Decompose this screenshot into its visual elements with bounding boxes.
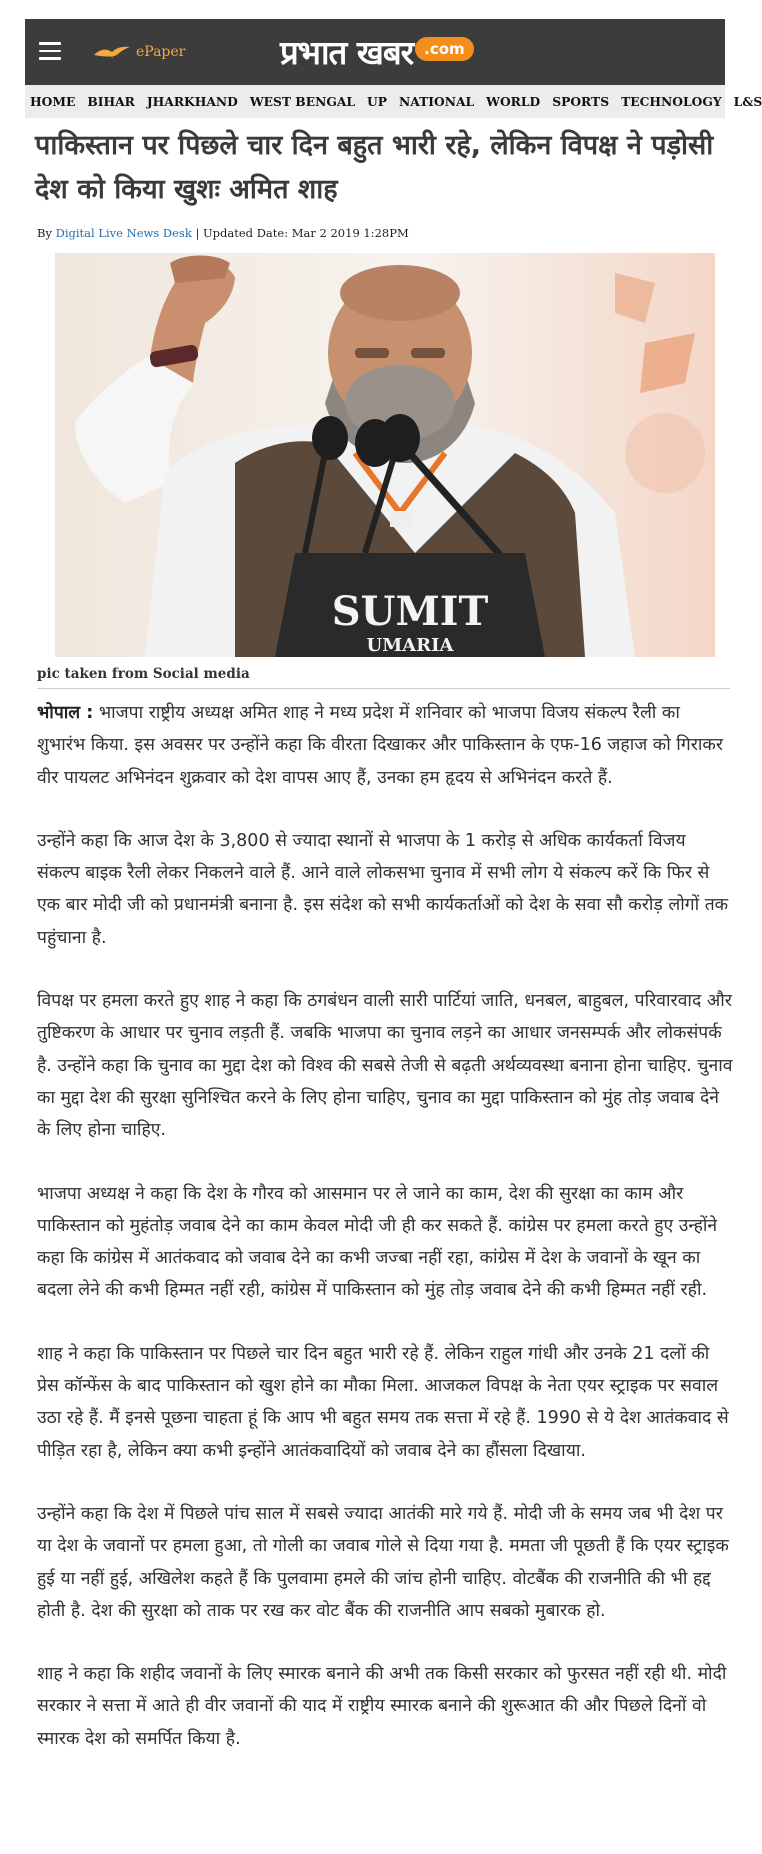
nav-item-up[interactable]: UP bbox=[367, 94, 387, 109]
nav-item-sports[interactable]: SPORTS bbox=[552, 94, 610, 109]
article-paragraph: शाह ने कहा कि पाकिस्तान पर पिछले चार दिन बहुत भारी रहे हैं. लेकिन राहुल गांधी और उनके 21 दलों की प्रेस कॉन्फेंस के बाद पाकिस्तान को खुश होने का मौका मिला. आजकल विपक्ष के नेता एयर स्ट्राइक पर सवाल उठा रहे हैं. मैं इनसे पूछना चाहता हूं कि आप भी बहुत समय तक सत्ता में रहे हैं. 1990 से ये देश आतंकवाद से पीड़ित रहा है, लेकिन क्या कभी इन्होंने आतंकवादियों को जवाब देने का हौंसला दिखाया. bbox=[37, 1343, 729, 1461]
bird-icon bbox=[92, 44, 132, 60]
nav-item-jharkhand[interactable]: JHARKHAND bbox=[146, 94, 238, 109]
main-nav bbox=[25, 85, 762, 118]
article-headline: पाकिस्तान पर पिछले चार दिन बहुत भारी रहे, लेकिन विपक्ष ने पड़ोसी देश को किया खुशः अमित शाह bbox=[35, 130, 714, 205]
nav-item-national[interactable]: NATIONAL bbox=[399, 94, 475, 109]
article-byline bbox=[37, 226, 409, 240]
image-caption: pic taken from Social media bbox=[37, 666, 250, 682]
dateline: भोपाल : bbox=[37, 703, 94, 723]
article-image bbox=[55, 253, 715, 657]
site-logo[interactable] bbox=[280, 27, 474, 75]
paragraph-text: भाजपा राष्ट्रीय अध्यक्ष अमित शाह ने मध्य प्रदेश में शनिवार को भाजपा विजय संकल्प रैली का शुभारंभ किया. इस अवसर पर उन्होंने कहा कि वीरता दिखाकर और पाकिस्तान के एफ-16 जहाज को गिराकर वीर पायलट अभिनंदन शुक्रवार को देश वापस आए हैं, उनका हम हृदय से अभिनंदन करते हैं. bbox=[37, 703, 723, 788]
logo-suffix: .com bbox=[415, 37, 474, 61]
nav-item-ls[interactable]: L&S bbox=[733, 94, 762, 109]
article-paragraph: उन्होंने कहा कि देश में पिछले पांच साल में सबसे ज्यादा आतंकी मारे गये हैं. मोदी जी के समय जब भी देश पर या देश के जवानों पर हमला हुआ, तो गोली का जवाब गोले से दिया गया है. ममता जी पूछती हैं कि एयर स्ट्राइक हुई या नहीं हुई, अखिलेश कहते हैं कि पुलवामा हमले की जांच होनी चाहिए. वोटबैंक की राजनीति की भी हद्द होती है. देश की सुरक्षा को ताक पर रख कर वोट बैंक की राजनीति आप सबको मुबारक हो. bbox=[37, 1503, 729, 1621]
logo-text: प्रभात खबर bbox=[280, 32, 414, 72]
menu-icon[interactable] bbox=[39, 42, 61, 60]
article-paragraph: विपक्ष पर हमला करते हुए शाह ने कहा कि ठगबंधन वाली सारी पार्टियां जाति, धनबल, बाहुबल, परिवारवाद और तुष्टिकरण के आधार पर चुनाव लड़ती हैं. जबकि भाजपा का चुनाव लड़ने का आधार जनसम्पर्क और लोकसंपर्क है. उन्होंने कहा कि चुनाव का मुद्दा देश को विश्व की सबसे तेजी से बढ़ती अर्थव्यवस्था बनाना होना चाहिए. चुनाव का मुद्दा देश की सुरक्षा सुनिश्चित करने के लिए होना चाहिए, चुनाव का मुद्दा पाकिस्तान को मुंह तोड़ जवाब देने के लिए होना चाहिए. bbox=[37, 991, 733, 1141]
nav-item-world[interactable]: WORLD bbox=[486, 94, 541, 109]
caption-divider bbox=[37, 688, 730, 689]
epaper-label: ePaper bbox=[136, 44, 186, 60]
nav-item-technology[interactable]: TECHNOLOGY bbox=[621, 94, 722, 109]
podium-text-bottom: UMARIA bbox=[366, 635, 454, 656]
article-paragraph: उन्होंने कहा कि आज देश के 3,800 से ज्यादा स्थानों से भाजपा के 1 करोड़ से अधिक कार्यकर्ता विजय संकल्प बाइक रैली लेकर निकलने वाले हैं. आने वाले लोकसभा चुनाव में सभी लोग ये संकल्प करें कि फिर से एक बार मोदी जी को प्रधानमंत्री बनाना है. इस संदेश को सभी कार्यकर्ताओं को देश के सवा सौ करोड़ लोगों तक पहुंचाना है. bbox=[37, 830, 729, 948]
nav-item-west-bengal[interactable]: WEST BENGAL bbox=[249, 94, 356, 109]
site-header bbox=[25, 19, 725, 85]
speaker-illustration bbox=[55, 253, 715, 657]
nav-item-bihar[interactable]: BIHAR bbox=[87, 94, 135, 109]
podium-text-top: SUMIT bbox=[331, 588, 489, 635]
updated-date: | Updated Date: Mar 2 2019 1:28PM bbox=[195, 226, 409, 240]
article-paragraph: शाह ने कहा कि शहीद जवानों के लिए स्मारक बनाने की अभी तक किसी सरकार को फुरसत नहीं रही थी. मोदी सरकार ने सत्ता में आते ही वीर जवानों की याद में राष्ट्रीय स्मारक बनाने की शुरूआत की और पिछले दिनों वो स्मारक देश को समर्पित किया है. bbox=[37, 1664, 727, 1749]
article-body bbox=[37, 697, 733, 1786]
epaper-link[interactable] bbox=[92, 41, 185, 63]
nav-item-home[interactable]: HOME bbox=[30, 94, 76, 109]
article-paragraph: भाजपा अध्यक्ष ने कहा कि देश के गौरव को आसमान पर ले जाने का काम, देश की सुरक्षा का काम और पाकिस्तान को मुहंतोड़ जवाब देने का काम केवल मोदी जी ही कर सकते हैं. कांग्रेस पर हमला करते हुए उन्होंने कहा कि कांग्रेस में आतंकवाद को जवाब देने का कभी जज्बा नहीं रहा, कांग्रेस में देश के जवानों के खून का बदला लेने की कभी हिम्मत नहीं रही, कांग्रेस में पाकिस्तान को मुंह तोड़ जवाब देने की कभी हिम्मत नहीं रही. bbox=[37, 1183, 718, 1301]
by-label: By bbox=[37, 226, 52, 240]
article-paragraph bbox=[37, 697, 733, 794]
author-link[interactable]: Digital Live News Desk bbox=[55, 226, 192, 240]
